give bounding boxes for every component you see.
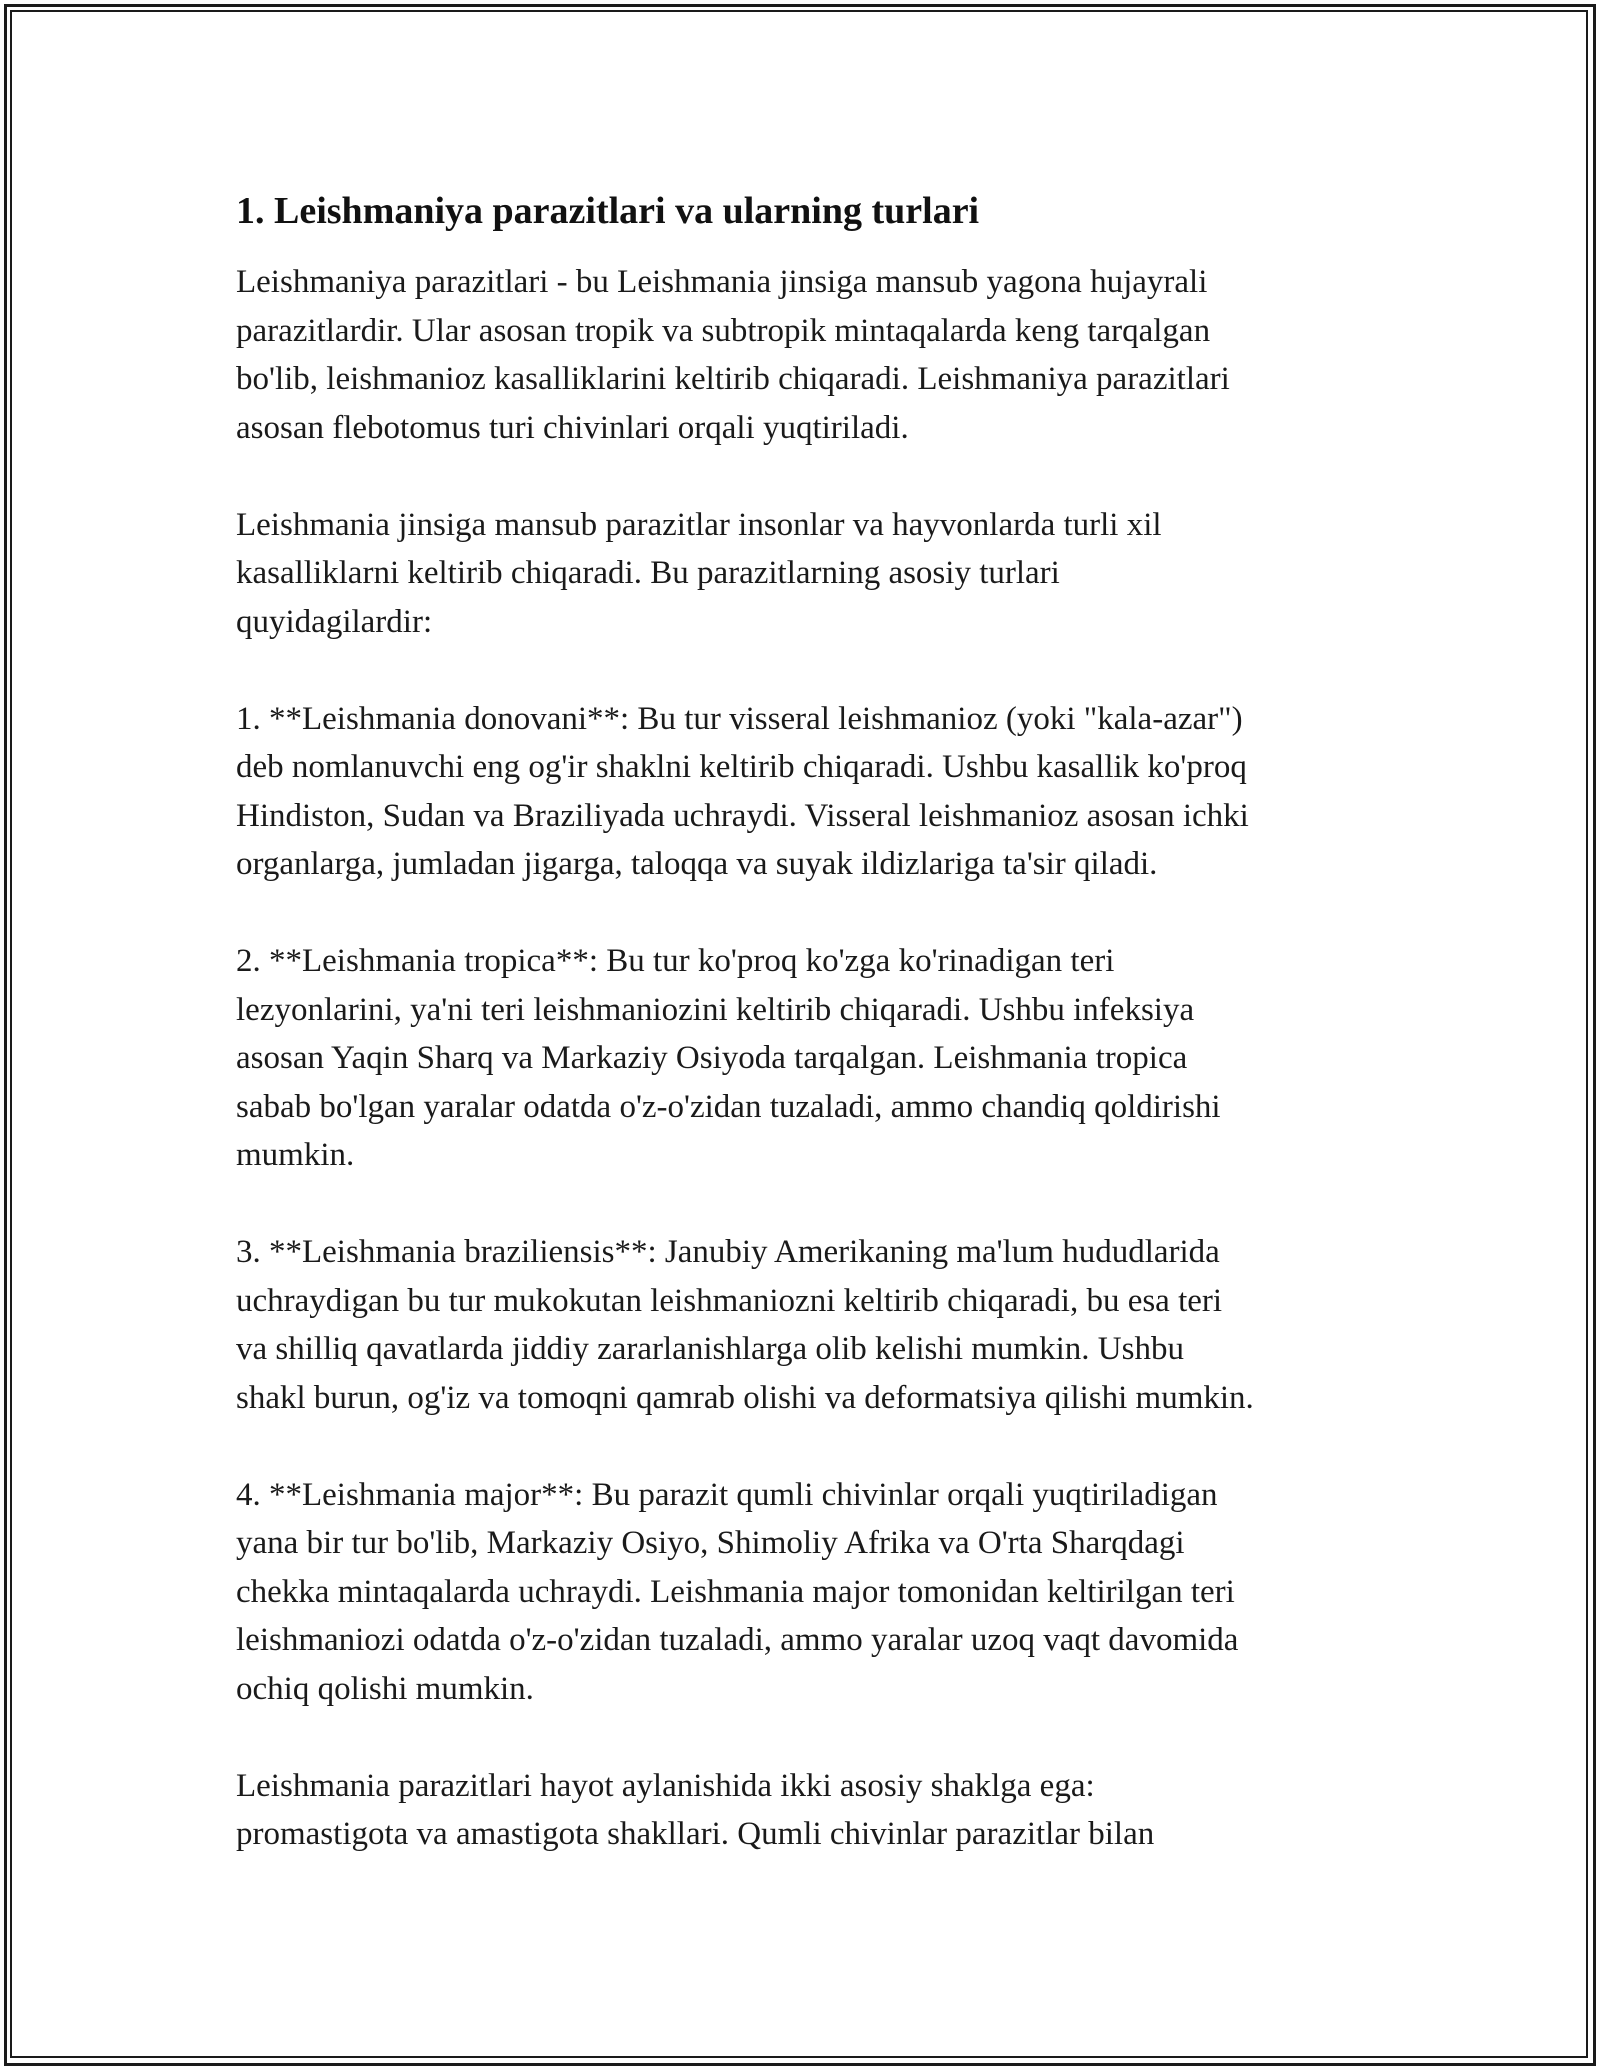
document-body [236,186,1376,1907]
paragraph-major: 4. **Leishmania major**: Bu parazit qumli chivinlar orqali yuqtiriladigan yana bir tur bo'lib, Markaziy Osiyo, Shimoliy Afrika va O'rta Sharqdagi chekka mintaqalarda uchraydi. Leishmania major tomonidan keltirilgan teri leishmaniozi odatda o'z-o'zidan tuzaladi, ammo yaralar uzoq vaqt davomida ochiq qolishi mumkin. [236,1476,1239,1707]
section-title: 1. Leishmaniya parazitlari va ularning turlari [236,190,980,232]
paragraph-donovani: 1. **Leishmania donovani**: Bu tur visseral leishmanioz (yoki "kala-azar") deb nomlanuvchi eng og'ir shaklni keltirib chiqaradi. Ushbu kasallik ko'proq Hindiston, Sudan va Braziliyada uchraydi. Visseral leishmanioz asosan ichki organlarga, jumladan jigarga, taloqqa va suyak ildizlariga ta'sir qiladi. [236,700,1249,882]
paragraph-types-intro: Leishmania jinsiga mansub parazitlar insonlar va hayvonlarda turli xil kasalliklarni keltirib chiqaradi. Bu parazitlarning asosiy turlari quyidagilardir: [236,506,1162,640]
paragraph-life-cycle: Leishmania parazitlari hayot aylanishida ikki asosiy shaklga ega: promastigota va amastigota shakllari. Qumli chivinlar parazitlar bilan [236,1767,1155,1852]
paragraph-intro: Leishmaniya parazitlari - bu Leishmania jinsiga mansub yagona hujayrali parazitlardir. Ular asosan tropik va subtropik mintaqalarda keng tarqalgan bo'lib, leishmanioz kasalliklarini keltirib chiqaradi. Leishmaniya parazitlari asosan flebotomus turi chivinlari orqali yuqtiriladi. [236,264,1230,446]
paragraph-braziliensis: 3. **Leishmania braziliensis**: Janubiy Amerikaning ma'lum hududlarida uchraydigan bu tur mukokutan leishmaniozni keltirib chiqaradi, bu esa teri va shilliq qavatlarda jiddiy zararlanishlarga olib kelishi mumkin. Ushbu shakl burun, og'iz va tomoqni qamrab olishi va deformatsiya qilishi mumkin. [236,1234,1254,1416]
paragraph-tropica: 2. **Leishmania tropica**: Bu tur ko'proq ko'zga ko'rinadigan teri lezyonlarini, ya'ni teri leishmaniozini keltirib chiqaradi. Ushbu infeksiya asosan Yaqin Sharq va Markaziy Osiyoda tarqalgan. Leishmania tropica sabab bo'lgan yaralar odatda o'z-o'zidan tuzaladi, ammo chandiq qoldirishi mumkin. [236,943,1221,1173]
